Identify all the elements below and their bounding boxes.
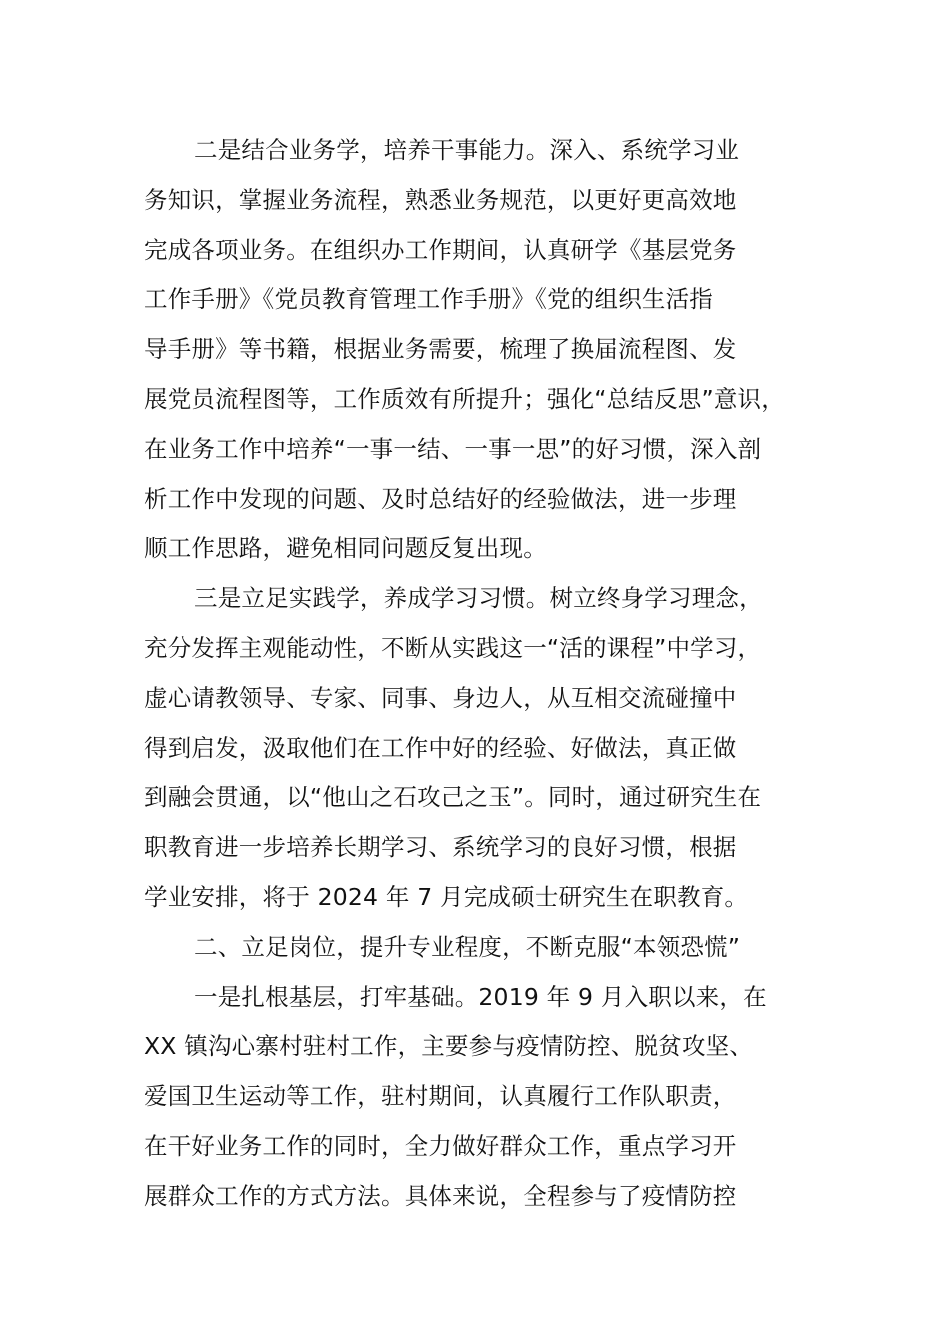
paragraph-line: 析工作中发现的问题、及时总结好的经验做法，进一步理 <box>144 484 737 513</box>
paragraph-line: 二是结合业务学，培养干事能力。深入、系统学习业 <box>194 136 740 164</box>
paragraph-line: 职教育进一步培养长期学习、系统学习的良好习惯，根据 <box>144 833 737 862</box>
document-body <box>144 126 844 1222</box>
paragraph-line: 爱国卫生运动等工作，驻村期间，认真履行工作队职责， <box>144 1082 737 1111</box>
paragraph-line: 务知识，掌握业务流程，熟悉业务规范，以更好更高效地 <box>144 185 737 214</box>
section-heading: 二、立足岗位，提升专业程度，不断克服“本领恐慌” <box>194 932 741 961</box>
paragraph-line: XX 镇沟心寨村驻村工作，主要参与疫情防控、脱贫攻坚、 <box>144 1032 754 1061</box>
paragraph-line: 展党员流程图等，工作质效有所提升；强化“总结反思”意识， <box>144 384 785 413</box>
paragraph-line: 完成各项业务。在组织办工作期间，认真研学《基层党务 <box>144 235 737 264</box>
paragraph-line: 导手册》等书籍，根据业务需要，梳理了换届流程图、发 <box>144 335 737 364</box>
paragraph-line: 一是扎根基层，打牢基础。2019 年 9 月入职以来，在 <box>194 982 767 1011</box>
paragraph-line: 在业务工作中培养“一事一结、一事一思”的好习惯，深入剖 <box>144 434 762 463</box>
paragraph-line: 展群众工作的方式方法。具体来说，全程参与了疫情防控 <box>144 1181 737 1210</box>
paragraph-line: 得到启发，汲取他们在工作中好的经验、好做法，真正做 <box>144 733 737 762</box>
paragraph-line: 到融会贯通，以“他山之石攻己之玉”。同时，通过研究生在 <box>144 783 762 812</box>
paragraph-line: 学业安排，将于 2024 年 7 月完成硕士研究生在职教育。 <box>144 882 749 911</box>
paragraph-line: 充分发挥主观能动性，不断从实践这一“活的课程”中学习， <box>144 633 762 662</box>
paragraph-line: 三是立足实践学，养成学习习惯。树立终身学习理念， <box>194 584 763 613</box>
paragraph-line: 工作手册》《党员教育管理工作手册》《党的组织生活指 <box>144 285 713 314</box>
paragraph-line: 虚心请教领导、专家、同事、身边人，从互相交流碰撞中 <box>144 683 737 712</box>
paragraph-line: 顺工作思路，避免相同问题反复出现。 <box>144 534 547 563</box>
paragraph-line: 在干好业务工作的同时，全力做好群众工作，重点学习开 <box>144 1131 737 1160</box>
